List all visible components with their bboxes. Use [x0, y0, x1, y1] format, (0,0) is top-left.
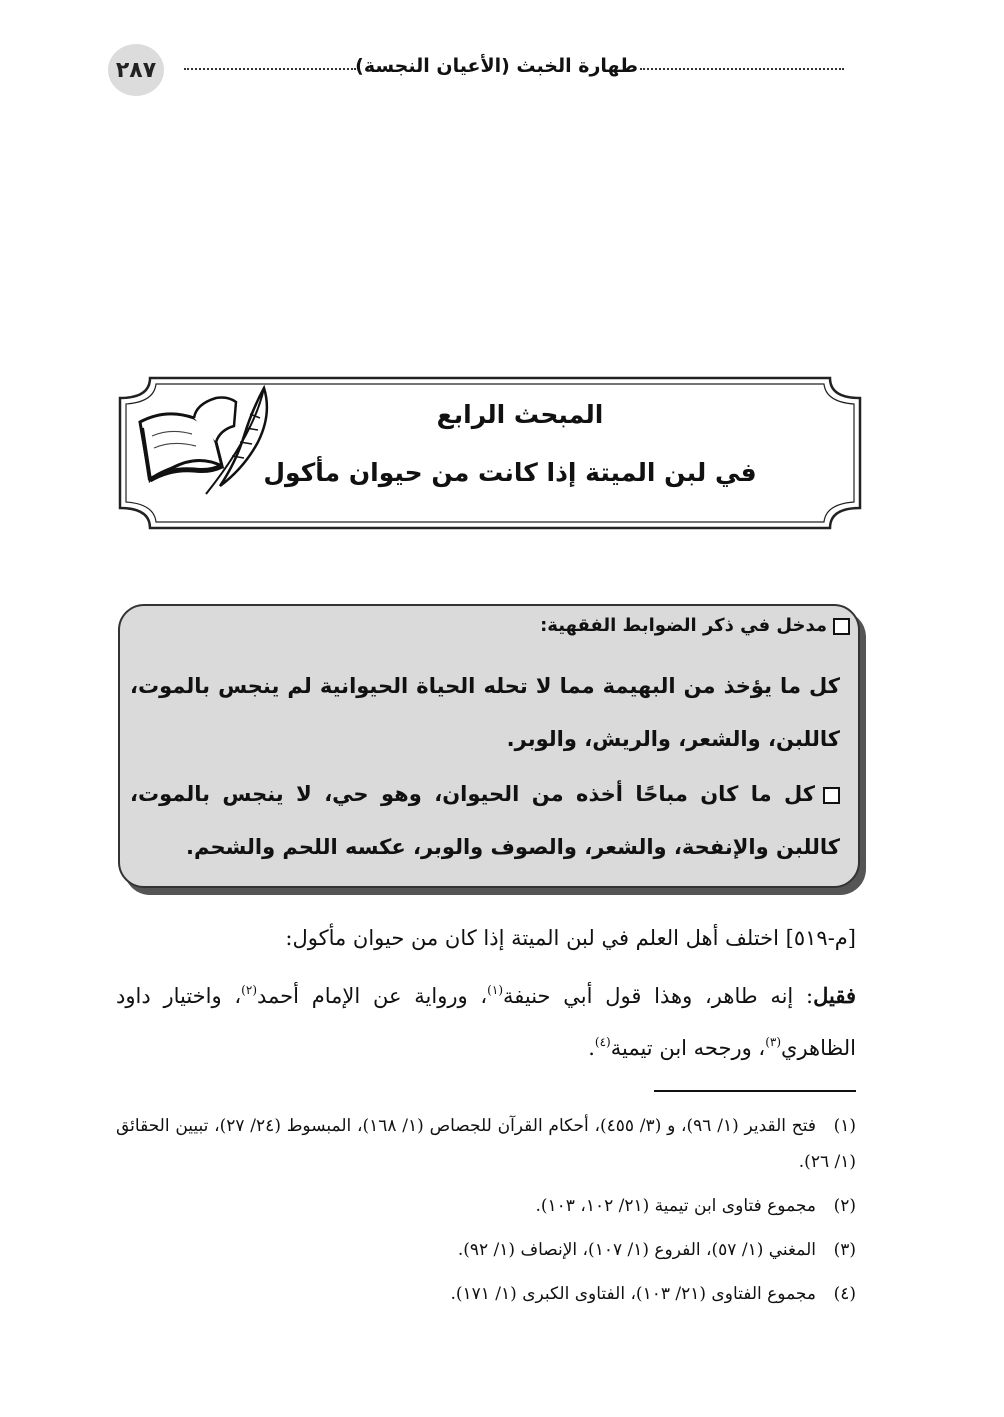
chapter-heading: المبحث الرابع [436, 400, 604, 429]
opinion-lead: فقيل [813, 983, 857, 1008]
opinion-text: ، ورواية عن الإمام أحمد [257, 984, 488, 1008]
footnote-ref[interactable]: (٣) [765, 1035, 782, 1049]
footnote [116, 1232, 856, 1268]
footnote-text: فتح القدير (١/ ٩٦)، و (٣/ ٤٥٥)، أحكام القرآن للجصاص (١/ ١٦٨)، المبسوط (٢٤/ ٢٧)، تبيين الحقائق (١/ ٢٦). [116, 1116, 856, 1172]
opinion-text: . [588, 1036, 595, 1060]
chapter-subtitle: في لبن الميتة إذا كانت من حيوان مأكول [263, 458, 757, 487]
header-dotted-leader-right [640, 68, 844, 70]
footnote-ref[interactable]: (٢) [241, 983, 257, 997]
running-title: طهارة الخبث (الأعيان النجسة) [355, 55, 638, 77]
opinion-text: : إنه طاهر، وهذا قول أبي حنيفة [503, 984, 814, 1008]
footnote-ref[interactable]: (٤) [594, 1035, 611, 1049]
rules-heading [540, 615, 850, 636]
footnote-text: مجموع الفتاوى (٢١/ ١٠٣)، الفتاوى الكبرى (١/ ١٧١). [450, 1284, 816, 1304]
footnote [116, 1108, 856, 1180]
footnote-ref[interactable]: (١) [487, 983, 503, 997]
opinion-text: ، واختيار داود الظاهري [116, 984, 856, 1060]
footnote-number: (٤) [833, 1284, 856, 1304]
page-number: ٢٨٧ [108, 44, 164, 96]
rule-2-text: كل ما كان مباحًا أخذه من الحيوان، وهو حي، لا ينجس بالموت، كاللبن والإنفحة، والشعر، والصوف والوبر، عكسه اللحم والشحم. [130, 782, 840, 859]
footnote-separator [654, 1090, 856, 1092]
footnote-text: المغني (١/ ٥٧)، الفروع (١/ ١٠٧)، الإنصاف (١/ ٩٢). [457, 1240, 816, 1260]
footnote-number: (٢) [833, 1196, 856, 1216]
checkbox-icon [833, 618, 850, 635]
opinion-text: ، ورجحه ابن تيمية [610, 1036, 766, 1060]
rule-1: كل ما يؤخذ من البهيمة مما لا تحله الحياة الحيوانية لم ينجس بالموت، كاللبن، والشعر، والريش، والوبر. [130, 674, 840, 751]
footnote-text: مجموع فتاوى ابن تيمية (٢١/ ١٠٢، ١٠٣). [535, 1196, 816, 1216]
footnote [116, 1188, 856, 1224]
header-dotted-leader-left [184, 68, 356, 70]
opinion-paragraph [116, 970, 856, 1074]
rule-2 [130, 768, 840, 874]
checkbox-icon [823, 787, 840, 804]
issue-line: [م-٥١٩] اختلف أهل العلم في لبن الميتة إذا كان من حيوان مأكول: [285, 926, 856, 950]
footnote-number: (١) [833, 1116, 856, 1136]
footnote-number: (٣) [833, 1240, 856, 1260]
footnote [116, 1276, 856, 1312]
rules-heading-text: مدخل في ذكر الضوابط الفقهية: [540, 615, 827, 636]
